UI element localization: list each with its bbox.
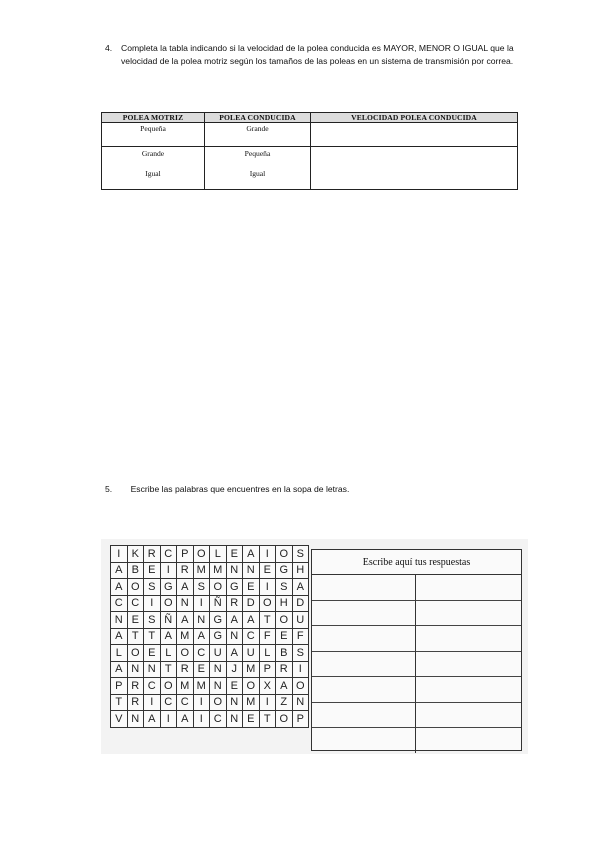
answers-rows — [312, 575, 521, 753]
grid-letter[interactable]: A — [111, 579, 128, 596]
grid-letter[interactable]: I — [160, 711, 177, 728]
grid-letter[interactable]: I — [144, 595, 161, 612]
grid-letter[interactable]: N — [111, 612, 128, 629]
grid-letter[interactable]: I — [160, 562, 177, 579]
cell-motriz: Igual — [145, 169, 161, 178]
grid-letter[interactable]: C — [127, 595, 144, 612]
grid-letter[interactable]: U — [243, 645, 260, 662]
grid-letter[interactable]: N — [177, 595, 194, 612]
grid-letter[interactable]: B — [276, 645, 293, 662]
grid-letter[interactable]: E — [226, 678, 243, 695]
table-row — [102, 123, 518, 147]
grid-letter[interactable]: G — [210, 628, 227, 645]
grid-letter[interactable]: P — [177, 546, 194, 563]
grid-letter[interactable]: M — [193, 562, 210, 579]
grid-letter[interactable]: O — [210, 694, 227, 711]
grid-letter[interactable]: B — [127, 562, 144, 579]
answer-slot[interactable] — [416, 575, 521, 601]
grid-letter[interactable]: S — [276, 579, 293, 596]
grid-row — [111, 612, 309, 629]
grid-letter[interactable]: E — [259, 562, 276, 579]
grid-letter[interactable]: M — [210, 562, 227, 579]
grid-letter[interactable]: L — [210, 546, 227, 563]
cell-velocidad-group[interactable] — [311, 147, 518, 190]
grid-letter[interactable]: T — [160, 661, 177, 678]
question-4 — [105, 42, 535, 68]
grid-letter[interactable]: C — [243, 628, 260, 645]
grid-row — [111, 711, 309, 728]
grid-letter[interactable]: T — [259, 612, 276, 629]
cell-velocidad-answer[interactable] — [311, 123, 518, 147]
grid-letter[interactable]: O — [160, 595, 177, 612]
grid-letter[interactable]: G — [160, 579, 177, 596]
cell-velocidad-answer[interactable] — [311, 147, 517, 167]
grid-letter[interactable]: U — [292, 612, 309, 629]
grid-letter[interactable]: H — [276, 595, 293, 612]
grid-letter[interactable]: T — [111, 694, 128, 711]
grid-letter[interactable]: E — [144, 645, 161, 662]
grid-letter[interactable]: G — [210, 612, 227, 629]
grid-letter[interactable]: O — [259, 595, 276, 612]
grid-letter[interactable]: A — [243, 546, 260, 563]
grid-letter[interactable]: O — [127, 579, 144, 596]
grid-row — [111, 645, 309, 662]
grid-letter[interactable]: N — [210, 661, 227, 678]
answer-slot[interactable] — [416, 601, 521, 627]
grid-letter[interactable]: N — [226, 562, 243, 579]
grid-letter[interactable]: E — [127, 612, 144, 629]
grid-letter[interactable]: I — [259, 579, 276, 596]
grid-letter[interactable]: C — [177, 694, 194, 711]
grid-letter[interactable]: N — [226, 711, 243, 728]
grid-row — [111, 661, 309, 678]
grid-letter[interactable]: E — [144, 562, 161, 579]
grid-letter[interactable]: O — [177, 645, 194, 662]
grid-row — [111, 546, 309, 563]
answer-slot[interactable] — [416, 626, 521, 652]
grid-letter[interactable]: T — [144, 628, 161, 645]
grid-letter[interactable]: O — [243, 678, 260, 695]
answer-slot[interactable] — [416, 728, 521, 753]
grid-letter[interactable]: O — [276, 612, 293, 629]
header-velocidad: VELOCIDAD POLEA CONDUCIDA — [311, 113, 518, 123]
grid-row — [111, 678, 309, 695]
table-row — [102, 147, 518, 190]
grid-letter[interactable]: L — [160, 645, 177, 662]
grid-row — [111, 579, 309, 596]
grid-letter[interactable]: C — [193, 645, 210, 662]
grid-letter[interactable]: N — [127, 661, 144, 678]
grid-letter[interactable]: H — [292, 562, 309, 579]
grid-letter[interactable]: M — [243, 661, 260, 678]
answer-slot[interactable] — [416, 703, 521, 729]
grid-letter[interactable]: A — [177, 612, 194, 629]
grid-letter[interactable]: A — [243, 612, 260, 629]
question-5 — [105, 484, 349, 494]
grid-letter[interactable]: P — [259, 661, 276, 678]
grid-letter[interactable]: M — [193, 678, 210, 695]
grid-letter[interactable]: Ñ — [210, 595, 227, 612]
grid-letter[interactable]: V — [111, 711, 128, 728]
cell-motriz: Grande — [141, 149, 165, 158]
grid-letter[interactable]: N — [127, 711, 144, 728]
grid-letter[interactable]: N — [144, 661, 161, 678]
grid-letter[interactable]: O — [193, 546, 210, 563]
grid-letter[interactable]: A — [160, 628, 177, 645]
grid-letter[interactable]: I — [193, 595, 210, 612]
cell-conducida-group — [205, 147, 311, 190]
answer-slot[interactable] — [312, 703, 416, 729]
grid-letter[interactable]: O — [292, 678, 309, 695]
grid-letter[interactable]: L — [259, 645, 276, 662]
grid-letter[interactable]: C — [111, 595, 128, 612]
grid-letter[interactable]: S — [144, 579, 161, 596]
grid-letter[interactable]: F — [259, 628, 276, 645]
answer-slot[interactable] — [312, 677, 416, 703]
answer-slot[interactable] — [312, 626, 416, 652]
question-5-text: Escribe las palabras que encuentres en la sopa de letras. — [130, 484, 350, 494]
grid-letter[interactable]: R — [177, 562, 194, 579]
grid-letter[interactable]: A — [177, 579, 194, 596]
grid-letter[interactable]: E — [276, 628, 293, 645]
grid-letter[interactable]: D — [292, 595, 309, 612]
grid-letter[interactable]: A — [111, 661, 128, 678]
grid-letter[interactable]: N — [193, 612, 210, 629]
grid-letter[interactable]: M — [243, 694, 260, 711]
grid-letter[interactable]: P — [111, 678, 128, 695]
grid-letter[interactable]: A — [226, 612, 243, 629]
grid-letter[interactable]: C — [144, 678, 161, 695]
question-5-number: 5. — [105, 484, 113, 494]
answer-slot[interactable] — [312, 652, 416, 678]
grid-letter[interactable]: R — [127, 678, 144, 695]
grid-letter[interactable]: L — [111, 645, 128, 662]
grid-letter[interactable]: T — [127, 628, 144, 645]
grid-row — [111, 562, 309, 579]
grid-row — [111, 595, 309, 612]
cell-velocidad-answer[interactable] — [311, 167, 517, 187]
answer-slot[interactable] — [312, 728, 416, 753]
grid-letter[interactable]: A — [193, 628, 210, 645]
grid-letter[interactable]: I — [144, 694, 161, 711]
grid-letter[interactable]: O — [276, 546, 293, 563]
grid-letter[interactable]: Ñ — [160, 612, 177, 629]
grid-letter[interactable]: O — [160, 678, 177, 695]
grid-letter[interactable]: O — [210, 579, 227, 596]
grid-letter[interactable]: N — [243, 562, 260, 579]
grid-letter[interactable]: I — [259, 546, 276, 563]
grid-letter[interactable]: O — [276, 711, 293, 728]
grid-letter[interactable]: G — [226, 579, 243, 596]
grid-letter[interactable]: R — [144, 546, 161, 563]
grid-letter[interactable]: N — [226, 694, 243, 711]
cell-motriz-group — [102, 147, 205, 190]
grid-letter[interactable]: K — [127, 546, 144, 563]
grid-row — [111, 628, 309, 645]
grid-letter[interactable]: I — [193, 694, 210, 711]
grid-letter[interactable]: F — [292, 628, 309, 645]
answer-slot[interactable] — [312, 575, 416, 601]
grid-letter[interactable]: A — [111, 562, 128, 579]
answers-box — [311, 549, 522, 751]
grid-letter[interactable]: D — [243, 595, 260, 612]
grid-row — [111, 694, 309, 711]
grid-letter[interactable]: C — [210, 711, 227, 728]
grid-letter[interactable]: S — [292, 645, 309, 662]
word-search-grid — [110, 545, 309, 728]
grid-letter[interactable]: S — [144, 612, 161, 629]
grid-letter[interactable]: C — [160, 694, 177, 711]
answer-slot[interactable] — [416, 652, 521, 678]
grid-letter[interactable]: R — [177, 661, 194, 678]
grid-letter[interactable]: T — [259, 711, 276, 728]
grid-letter[interactable]: A — [292, 579, 309, 596]
grid-letter[interactable]: R — [127, 694, 144, 711]
grid-letter[interactable]: E — [193, 661, 210, 678]
cell-conducida: Igual — [249, 169, 266, 178]
grid-letter[interactable]: E — [243, 711, 260, 728]
grid-letter[interactable]: N — [226, 628, 243, 645]
grid-letter[interactable]: A — [144, 711, 161, 728]
answer-slot[interactable] — [312, 601, 416, 627]
header-polea-motriz: POLEA MOTRIZ — [102, 113, 205, 123]
grid-letter[interactable]: A — [276, 678, 293, 695]
grid-letter[interactable]: A — [177, 711, 194, 728]
grid-letter[interactable]: Z — [276, 694, 293, 711]
grid-letter[interactable]: S — [193, 579, 210, 596]
question-4-text: Completa la tabla indicando si la velocidad de la polea conducida es MAYOR, MENOR O IGUAL que la velocidad de la polea motriz según los tamaños de las poleas en un sistema de transmisión por correa. — [121, 43, 514, 66]
grid-letter[interactable]: R — [226, 595, 243, 612]
grid-letter[interactable]: G — [276, 562, 293, 579]
grid-letter[interactable]: O — [127, 645, 144, 662]
grid-letter[interactable]: I — [292, 661, 309, 678]
grid-letter[interactable]: A — [111, 628, 128, 645]
question-4-number: 4. — [105, 43, 113, 53]
cell-conducida: Grande — [205, 123, 311, 147]
answer-slot[interactable] — [416, 677, 521, 703]
grid-letter[interactable]: X — [259, 678, 276, 695]
grid-letter[interactable]: M — [177, 628, 194, 645]
grid-letter[interactable]: I — [259, 694, 276, 711]
grid-letter[interactable]: J — [226, 661, 243, 678]
answers-title: Escribe aquí tus respuestas — [312, 550, 521, 575]
grid-letter[interactable]: P — [292, 711, 309, 728]
grid-letter[interactable]: S — [292, 546, 309, 563]
grid-letter[interactable]: E — [243, 579, 260, 596]
cell-conducida: Pequeña — [244, 149, 271, 158]
table-header-row — [102, 113, 518, 123]
grid-letter[interactable]: I — [111, 546, 128, 563]
cell-motriz: Pequeña — [102, 123, 205, 147]
grid-letter[interactable]: C — [160, 546, 177, 563]
grid-letter[interactable]: N — [210, 678, 227, 695]
grid-letter[interactable]: R — [276, 661, 293, 678]
pulley-table — [101, 112, 518, 190]
grid-letter[interactable]: A — [226, 645, 243, 662]
grid-letter[interactable]: N — [292, 694, 309, 711]
grid-letter[interactable]: E — [226, 546, 243, 563]
grid-letter[interactable]: U — [210, 645, 227, 662]
grid-letter[interactable]: I — [193, 711, 210, 728]
grid-letter[interactable]: M — [177, 678, 194, 695]
header-polea-conducida: POLEA CONDUCIDA — [205, 113, 311, 123]
